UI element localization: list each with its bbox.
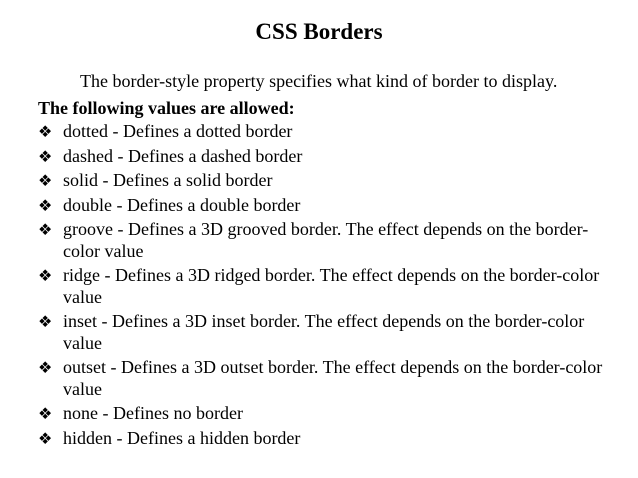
list-item bbox=[38, 265, 608, 308]
list-item-text: dotted - Defines a dotted border bbox=[63, 121, 293, 141]
list-item bbox=[38, 195, 608, 217]
diamond-bullet-icon: ❖ bbox=[38, 220, 53, 239]
list-item-text: none - Defines no border bbox=[63, 403, 243, 423]
slide-title: CSS Borders bbox=[255, 19, 383, 44]
diamond-bullet-icon: ❖ bbox=[38, 146, 53, 166]
list-item-text: solid - Defines a solid border bbox=[63, 170, 273, 190]
list-item-text: outset - Defines a 3D outset border. The effect depends on the border-color value bbox=[63, 357, 603, 399]
diamond-bullet-icon: ❖ bbox=[38, 195, 53, 215]
diamond-bullet-icon: ❖ bbox=[38, 358, 53, 377]
diamond-bullet-icon: ❖ bbox=[38, 428, 53, 448]
diamond-bullet-icon: ❖ bbox=[38, 266, 53, 285]
list-item bbox=[38, 170, 608, 192]
list-item bbox=[38, 428, 608, 450]
list-item-text: hidden - Defines a hidden border bbox=[63, 427, 301, 448]
intro-text: The border-style property specifies what kind of border to display. bbox=[80, 71, 558, 91]
list-item bbox=[38, 357, 608, 400]
list-item-text: double - Defines a double border bbox=[63, 194, 301, 215]
list-item bbox=[38, 146, 608, 168]
list-item-text: inset - Defines a 3D inset border. The effect depends on the border-color value bbox=[63, 311, 585, 353]
diamond-bullet-icon: ❖ bbox=[38, 312, 53, 331]
list-item bbox=[38, 121, 608, 143]
list-item bbox=[38, 219, 608, 262]
list-item-text: ridge - Defines a 3D ridged border. The effect depends on the border-color value bbox=[63, 265, 600, 307]
list-item-text: dashed - Defines a dashed border bbox=[63, 145, 303, 166]
values-heading: The following values are allowed: bbox=[38, 98, 295, 118]
border-values-list bbox=[38, 121, 608, 452]
diamond-bullet-icon: ❖ bbox=[38, 404, 53, 423]
list-item-text: groove - Defines a 3D grooved border. The effect depends on the border-color value bbox=[63, 219, 589, 261]
list-item bbox=[38, 403, 608, 425]
diamond-bullet-icon: ❖ bbox=[38, 171, 53, 190]
list-item bbox=[38, 311, 608, 354]
diamond-bullet-icon: ❖ bbox=[38, 122, 53, 141]
